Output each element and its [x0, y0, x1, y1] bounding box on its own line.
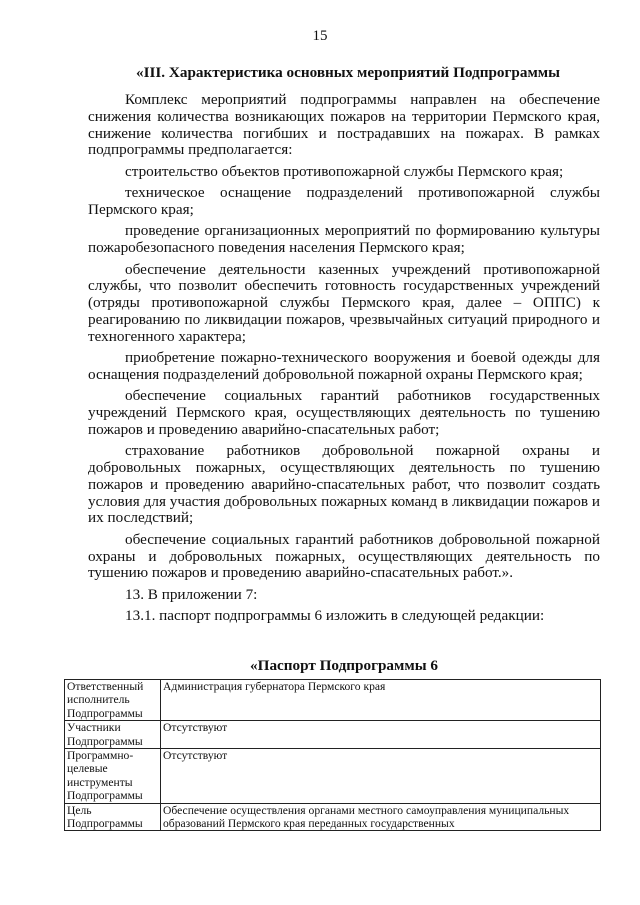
row-value: Отсутствуют — [161, 721, 601, 749]
row-value: Обеспечение осуществления органами местного самоуправления муниципальных образований Пермского края переданных государственных — [161, 803, 601, 831]
row-label: Участники Подпрограммы — [65, 721, 161, 749]
row-label: Ответственный исполнитель Подпрограммы — [65, 680, 161, 721]
measure-item: строительство объектов противопожарной службы Пермского края; — [125, 162, 564, 180]
document-body — [88, 92, 600, 625]
measure-item: техническое оснащение подразделений противопожарной службы Пермского края; — [88, 184, 600, 218]
passport-table — [64, 679, 601, 831]
measure-item: обеспечение социальных гарантий работников добровольной пожарной охраны и добровольных пожарных, осуществляющих деятельность по тушению пожаров и проведению аварийно-спасательных работ.». — [88, 530, 600, 582]
annex-subline: 13.1. паспорт подпрограммы 6 изложить в следующей редакции: — [125, 607, 545, 625]
intro-paragraph: Комплекс мероприятий подпрограммы направлен на обеспечение снижения количества возникающих пожаров на территории Пермского края, снижение количества погибших и пострадавших на пожарах. В рамках подпрограммы предполагается: — [88, 91, 600, 159]
row-value: Администрация губернатора Пермского края — [161, 680, 601, 721]
table-row — [65, 749, 601, 804]
table-row — [65, 680, 601, 721]
measure-item: страхование работников добровольной пожарной охраны и добровольных пожарных, осуществляющих деятельность по тушению пожаров и проведению аварийно-спасательных работ, что позволит создать условия для участия добровольных пожарных команд в ликвидации пожаров и их последствий; — [88, 442, 600, 527]
annex-line: 13. В приложении 7: — [125, 585, 258, 603]
measure-item: приобретение пожарно-технического вооружения и боевой одежды для оснащения подразделений добровольной пожарной охраны Пермского края; — [88, 349, 600, 383]
table-row — [65, 803, 601, 831]
measure-item: обеспечение социальных гарантий работников государственных учреждений Пермского края, осуществляющих деятельность по тушению пожаров и проведению аварийно-спасательных работ; — [88, 387, 600, 438]
measure-item: обеспечение деятельности казенных учреждений противопожарной службы, что позволит обеспечить готовность государственных учреждений (отряды противопожарной службы Пермского края, далее – ОППС) к реагированию по ликвидации пожаров, чрезвычайных ситуаций природного и техногенного характера; — [88, 260, 600, 345]
row-value: Отсутствуют — [161, 749, 601, 804]
passport-title: «Паспорт Подпрограммы 6 — [250, 657, 438, 674]
table-row — [65, 721, 601, 749]
row-label: Цель Подпрограммы — [65, 803, 161, 831]
page-number: 15 — [312, 28, 328, 44]
measure-item: проведение организационных мероприятий по формированию культуры пожаробезопасного поведения населения Пермского края; — [88, 222, 600, 257]
section-title: «III. Характеристика основных мероприятий Подпрограммы — [135, 64, 560, 81]
row-label: Программно-целевые инструменты Подпрограммы — [65, 749, 161, 804]
